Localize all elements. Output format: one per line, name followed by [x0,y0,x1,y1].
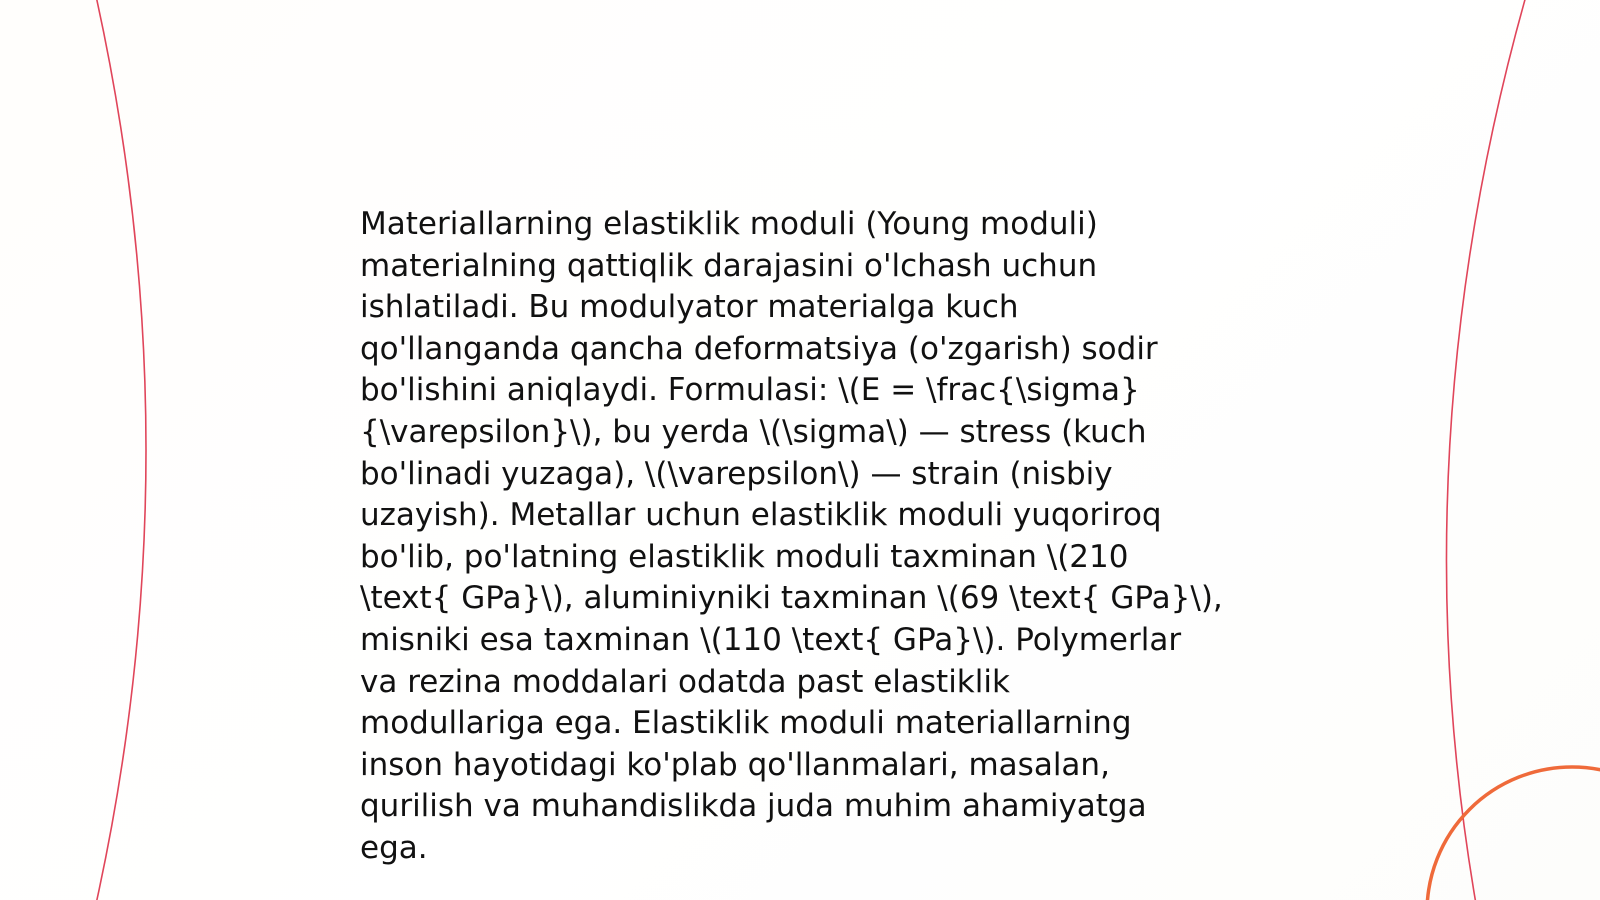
body-line: qurilish va muhandislikda juda muhim ahamiyatga [360,788,1147,825]
body-line: inson hayotidagi ko'plab qo'llanmalari, masalan, [360,746,1110,783]
body-line: \text{ GPa}\), aluminiyniki taxminan \(69 \text{ GPa}\), [360,580,1223,617]
left-arc [96,0,146,900]
body-line: ega. [360,829,428,866]
body-line: Materiallarning elastiklik moduli (Young moduli) [360,206,1098,242]
accent-circle-arc [1427,767,1600,900]
body-line: {\varepsilon}\), bu yerda \(\sigma\) — stress (kuch [360,413,1147,450]
body-line: bo'lishini aniqlaydi. Formulasi: \(E = \frac{\sigma} [360,372,1140,409]
body-line: uzayish). Metallar uchun elastiklik moduli yuqoriroq [360,497,1162,534]
right-arc [1446,0,1526,900]
body-line: misniki esa taxminan \(110 \text{ GPa}\). Polymerlar [360,621,1182,658]
body-line: bo'linadi yuzaga), \(\varepsilon\) — strain (nisbiy [360,455,1113,492]
body-line: bo'lib, po'latning elastiklik moduli taxminan \(210 [360,538,1129,575]
body-line: modullariga ega. Elastiklik moduli materiallarning [360,705,1132,742]
body-line: ishlatiladi. Bu modulyator materialga kuch [360,289,1019,326]
body-paragraph [360,204,1240,870]
body-line: materialning qattiqlik darajasini o'lchash uchun [360,247,1098,284]
body-line: va rezina moddalari odatda past elastiklik [360,663,1010,700]
body-line: qo'llanganda qancha deformatsiya (o'zgarish) sodir [360,330,1158,367]
